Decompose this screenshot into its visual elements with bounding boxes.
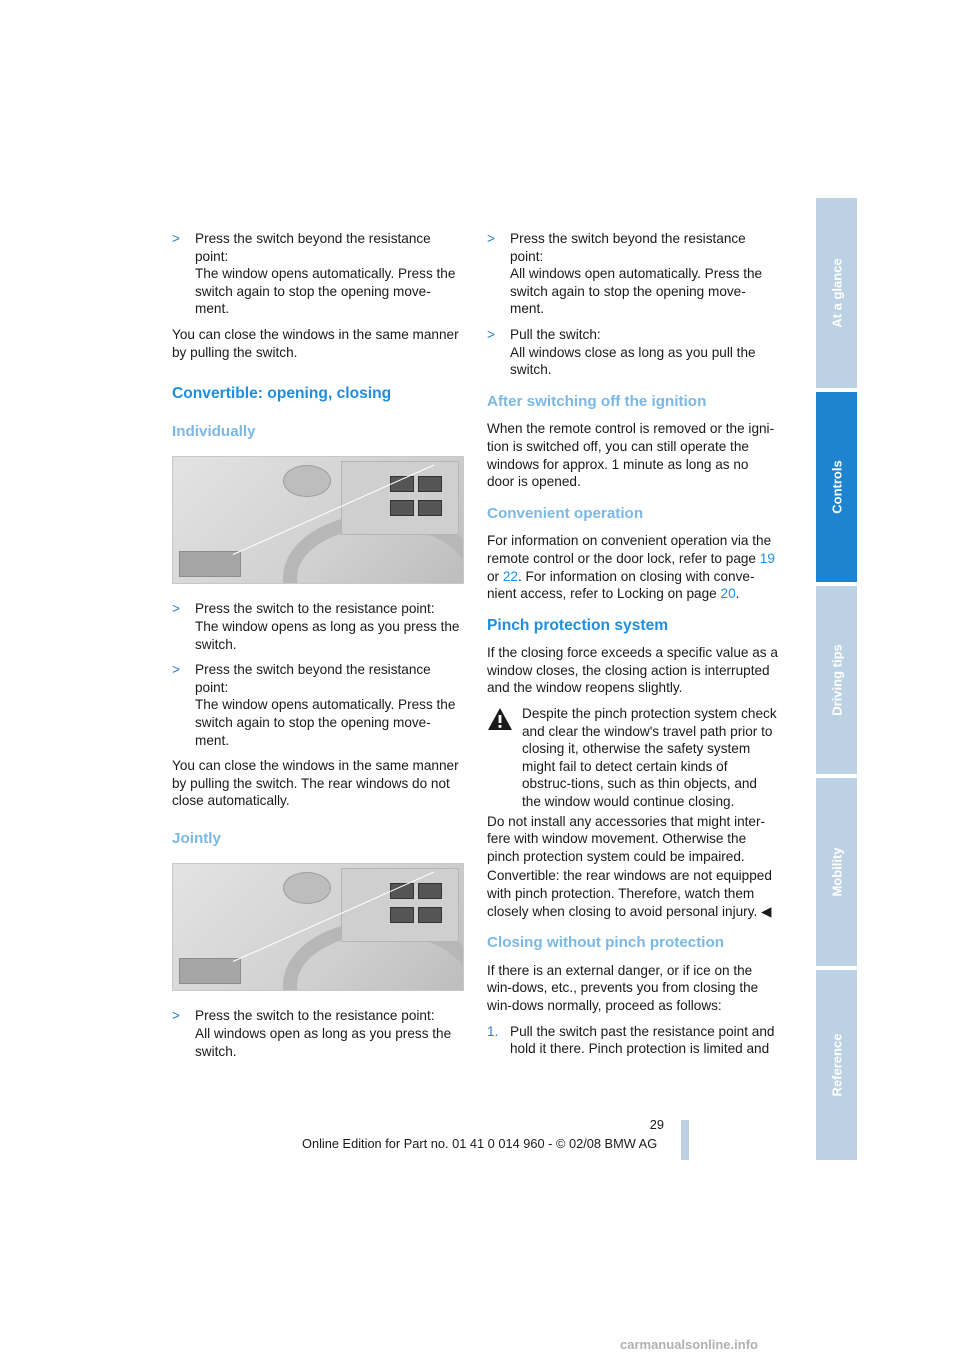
bullet-marker: > (172, 1008, 180, 1024)
window-switch (418, 500, 442, 516)
paragraph (487, 532, 779, 602)
tab-label: Driving tips (829, 644, 844, 716)
bullet-line: The window opens automatically. Press the switch again to stop the opening move-ment. (195, 697, 456, 748)
switch-panel (179, 551, 241, 577)
bullet-line: The window opens automatically. Press the switch again to stop the opening move-ment. (195, 266, 456, 317)
subsection-heading: Closing without pinch protection (487, 934, 725, 952)
bullet-line: Press the switch beyond the resistance point: (195, 662, 431, 695)
bullet-item (487, 230, 779, 318)
bullet-item (172, 600, 464, 653)
text-run: . (735, 586, 740, 602)
page-number: 29 (649, 1117, 664, 1132)
footer-edition: Online Edition for Part no. 01 41 0 014 960 - © 02/08 BMW AG (302, 1136, 658, 1151)
tab-driving-tips[interactable] (816, 586, 857, 774)
tab-controls[interactable] (816, 392, 857, 582)
numbered-item (487, 1023, 779, 1058)
tab-label: At a glance (829, 258, 844, 328)
tab-label: Reference (829, 1033, 844, 1097)
right-column (487, 230, 779, 1066)
bullet-line: Press the switch to the resistance point: (195, 601, 435, 617)
bullet-item (487, 326, 779, 379)
window-switch-illustration (172, 456, 464, 584)
tab-at-a-glance[interactable] (816, 198, 857, 388)
bullet-line: Press the switch to the resistance point: (195, 1008, 435, 1024)
page-link[interactable]: 22 (502, 568, 518, 584)
window-switch (418, 476, 442, 492)
bullet-marker: > (172, 231, 180, 246)
page-link[interactable]: 20 (720, 586, 736, 602)
paragraph: If there is an external danger, or if ice on the win-dows, etc., prevents you from closing the win-dows normally, proceed as follows: (487, 962, 759, 1013)
subsection-heading: Convenient operation (487, 504, 644, 522)
subsection-heading: After switching off the ignition (487, 392, 707, 410)
tab-reference[interactable] (816, 970, 857, 1160)
tab-mobility[interactable] (816, 778, 857, 966)
light-switch-knob (283, 872, 331, 904)
warning-text: Do not install any accessories that might inter-fere with window movement. Otherwise the pinch protection system could be impaired. (487, 813, 766, 864)
warning-triangle-icon (487, 707, 513, 731)
bullet-line: All windows close as long as you pull the switch. (510, 344, 756, 378)
paragraph: If the closing force exceeds a specific value as a window closes, the closing action is interrupted and the window reopens slightly. (487, 645, 778, 696)
window-switch (418, 907, 442, 923)
bullet-marker: > (487, 326, 495, 342)
paragraph: You can close the windows in the same manner by pulling the switch. (172, 326, 459, 360)
footer-marker (681, 1120, 689, 1160)
bullet-item (172, 1007, 464, 1060)
warning-block (487, 705, 779, 920)
bullet-line: The window opens as long as you press the switch. (195, 618, 460, 652)
warning-text: Despite the pinch protection system check and clear the window's travel path prior to closing it, otherwise the safety system might fail to detect certain kinds of obstruc-tions, such as thin objects, and the window would continue closing. (522, 706, 777, 810)
bullet-line: Press the switch beyond the resistance point: (510, 231, 746, 264)
page-link[interactable]: 19 (759, 550, 775, 566)
text-run: For information on convenient operation via the remote control or the door lock, refer to page (487, 533, 772, 566)
section-heading: Convertible: opening, closing (172, 385, 392, 403)
left-column (172, 230, 464, 1068)
item-number: 1. (487, 1023, 499, 1039)
watermark: carmanualsonline.info (620, 1337, 758, 1352)
bullet-line: Press the switch beyond the resistance point: (195, 231, 431, 264)
bullet-marker: > (487, 231, 495, 246)
warning-text-run: Convertible: the rear windows are not equipped with pinch protection. Therefore, watch them closely when closing to avoid personal injury. (487, 868, 772, 919)
item-text: Pull the switch past the resistance point and hold it there. Pinch protection is limited and (510, 1023, 775, 1057)
bullet-marker: > (172, 662, 180, 678)
tab-label: Mobility (829, 847, 844, 897)
bullet-line: All windows open as long as you press the switch. (195, 1026, 452, 1059)
text-run: . For information on closing with conve-nient access, refer to Locking on page (487, 568, 755, 602)
window-switch (390, 907, 414, 923)
warning-text (487, 867, 779, 920)
window-switch (418, 883, 442, 899)
section-heading: Pinch protection system (487, 616, 669, 634)
window-switch (390, 500, 414, 516)
bullet-line: Pull the switch: (510, 326, 601, 342)
end-mark-icon: ◀ (761, 903, 772, 919)
paragraph: When the remote control is removed or the igni-tion is switched off, you can still operate the windows for approx. 1 minute as long as no door is opened. (487, 421, 775, 490)
light-switch-knob (283, 465, 331, 497)
window-switch-illustration (172, 863, 464, 991)
bullet-marker: > (172, 601, 180, 617)
switch-panel (179, 958, 241, 984)
bullet-item (172, 230, 464, 318)
subsection-heading: Individually (172, 422, 256, 440)
subsection-heading: Jointly (172, 829, 221, 847)
bullet-line: All windows open automatically. Press the switch again to stop the opening move-ment. (510, 266, 763, 317)
bullet-item (172, 661, 464, 749)
paragraph: You can close the windows in the same manner by pulling the switch. The rear windows do not close automatically. (172, 758, 459, 809)
text-run: or (487, 568, 503, 584)
tab-label: Controls (829, 460, 844, 514)
